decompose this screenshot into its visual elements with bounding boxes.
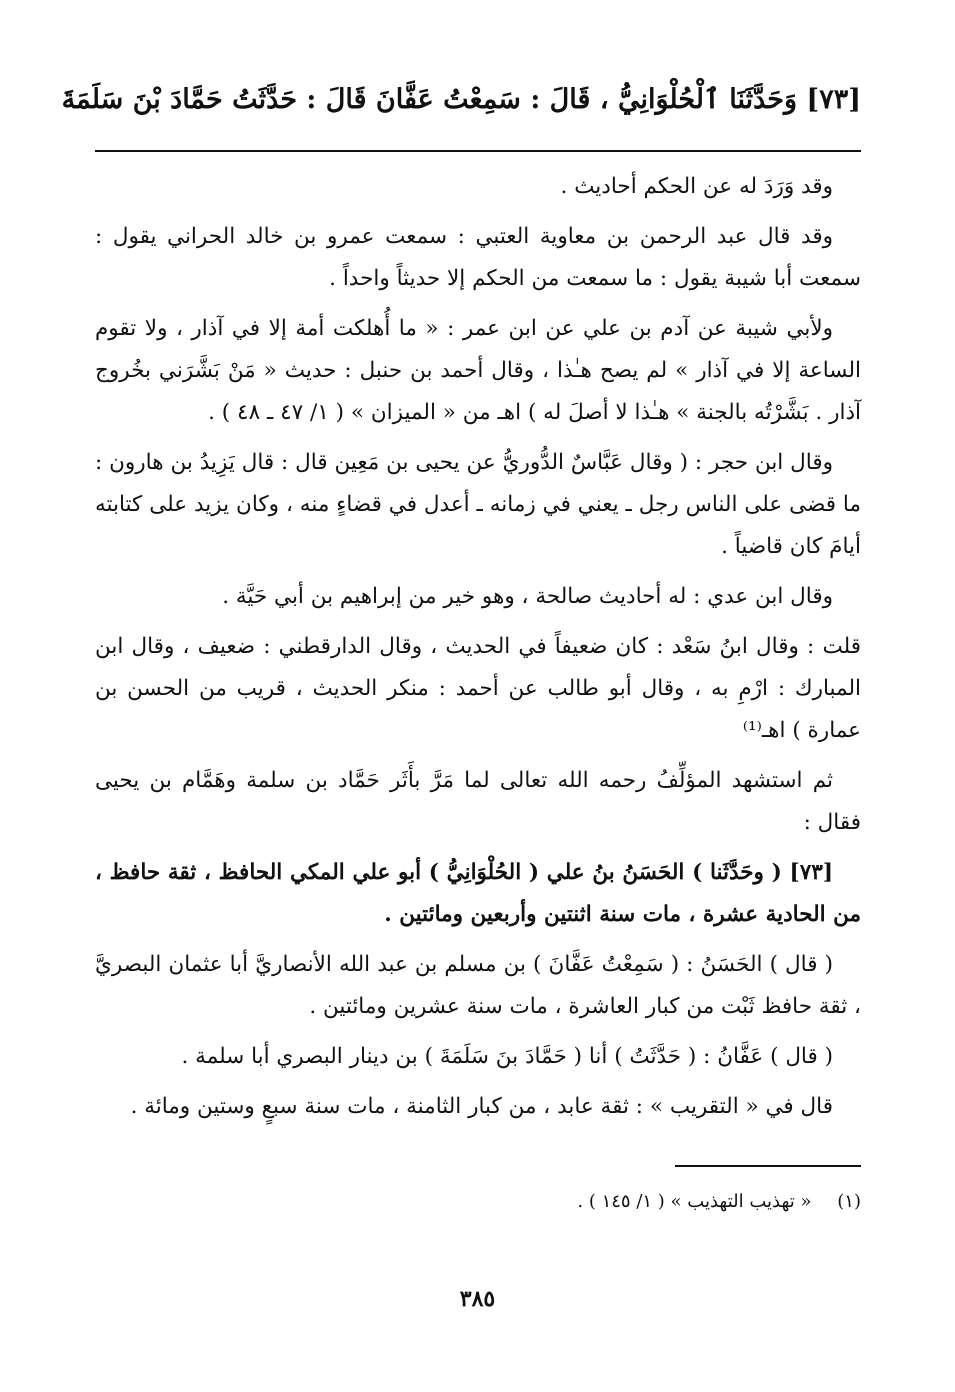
paragraph-2: وقد قال عبد الرحمن بن معاوية العتبي : سمعت عمرو بن خالد الحراني يقول : سمعت أبا شيبة يقول : ما سمعت من الحكم إلا حديثاً واحداً . — [95, 224, 861, 291]
paragraph-6: قلت : وقال ابنُ سَعْد : كان ضعيفاً في الحديث ، وقال الدارقطني : ضعيف ، وقال ابن المبارك : ارْمِ به ، وقال أبو طالب عن أحمد : منكر الحديث ، قريب من الحسن بن عمارة ) اهـ⁽¹⁾ — [95, 634, 861, 743]
paragraph-4: وقال ابن حجر : ( وقال عَبَّاسٌ الدُّوريُّ عن يحيى بن مَعِين قال : قال يَزِيدُ بن هارون : ما قضى على الناس رجل ـ يعني في زمانه ـ أعدل في قضاءٍ منه ، وكان يزيد على كتابته أيامَ كان قاضياً . — [95, 450, 861, 559]
page-number: ٣٨٥ — [459, 1286, 496, 1312]
footnote-number: (١) — [837, 1191, 861, 1212]
footnote — [95, 1186, 861, 1218]
paragraph-11: قال في « التقريب » : ثقة عابد ، من كبار الثامنة ، مات سنة سبعٍ وستين ومائة . — [130, 1094, 833, 1119]
paragraph-5: وقال ابن عدي : له أحاديث صالحة ، وهو خير من إبراهيم بن أبي حَيَّة . — [222, 584, 833, 609]
page-header: [٧٣] وَحَدَّثَنَا ٱلْحُلْوَانِيُّ ، قَالَ : سَمِعْتُ عَفَّانَ قَالَ : حَدَّثَتُ حَمَّادَ بْنَ سَلَمَةَ — [61, 84, 861, 115]
paragraph-1: وقد وَرَدَ له عن الحكم أحاديث . — [560, 174, 833, 199]
paragraph-8-hadith-73: [٧٣] ( وحَدَّثَنا ) الحَسَنُ بنُ علي ( الحُلْوَانِيُّ ) أبو علي المكي الحافظ ، ثقة حافظ ، من الحادية عشرة ، مات سنة اثنتين وأربعين ومائتين . — [95, 860, 861, 927]
paragraph-3: ولأبي شيبة عن آدم بن علي عن ابن عمر : « ما أُهلكت أمة إلا في آذار ، ولا تقوم الساعة إلا في آذار » لم يصح هـٰذا ، وقال أحمد بن حنبل : حديث « مَنْ بَشَّرَني بخُروج آذار . بَشَّرْتُه بالجنة » هـٰذا لا أصلَ له ) اهـ من « الميزان » ( ١/ ٤٧ ـ ٤٨ ) . — [95, 316, 861, 425]
paragraph-9: ( قال ) الحَسَنُ : ( سَمِعْتُ عَفَّانَ ) بن مسلم بن عبد الله الأنصاريَّ أبا عثمان البصريَّ ، ثقة حافظ ثَبْت من كبار العاشرة ، مات سنة عشرين ومائتين . — [95, 952, 861, 1019]
footnote-divider — [675, 1165, 861, 1167]
paragraph-7: ثم استشهد المؤلِّفُ رحمه الله تعالى لما مَرَّ بأَثَر حَمَّاد بن سلمة وهَمَّام بن يحيى فقال : — [95, 768, 861, 835]
commentary-body — [95, 166, 861, 1136]
paragraph-10: ( قال ) عَفَّانُ : ( حَدَّثَتُ ) أنا ( حَمَّادَ بنَ سَلَمَةَ ) بن دينار البصري أبا سلمة . — [181, 1044, 833, 1069]
footnote-text: « تهذيب التهذيب » ( ١/ ١٤٥ ) . — [577, 1191, 812, 1212]
header-divider — [95, 150, 861, 152]
